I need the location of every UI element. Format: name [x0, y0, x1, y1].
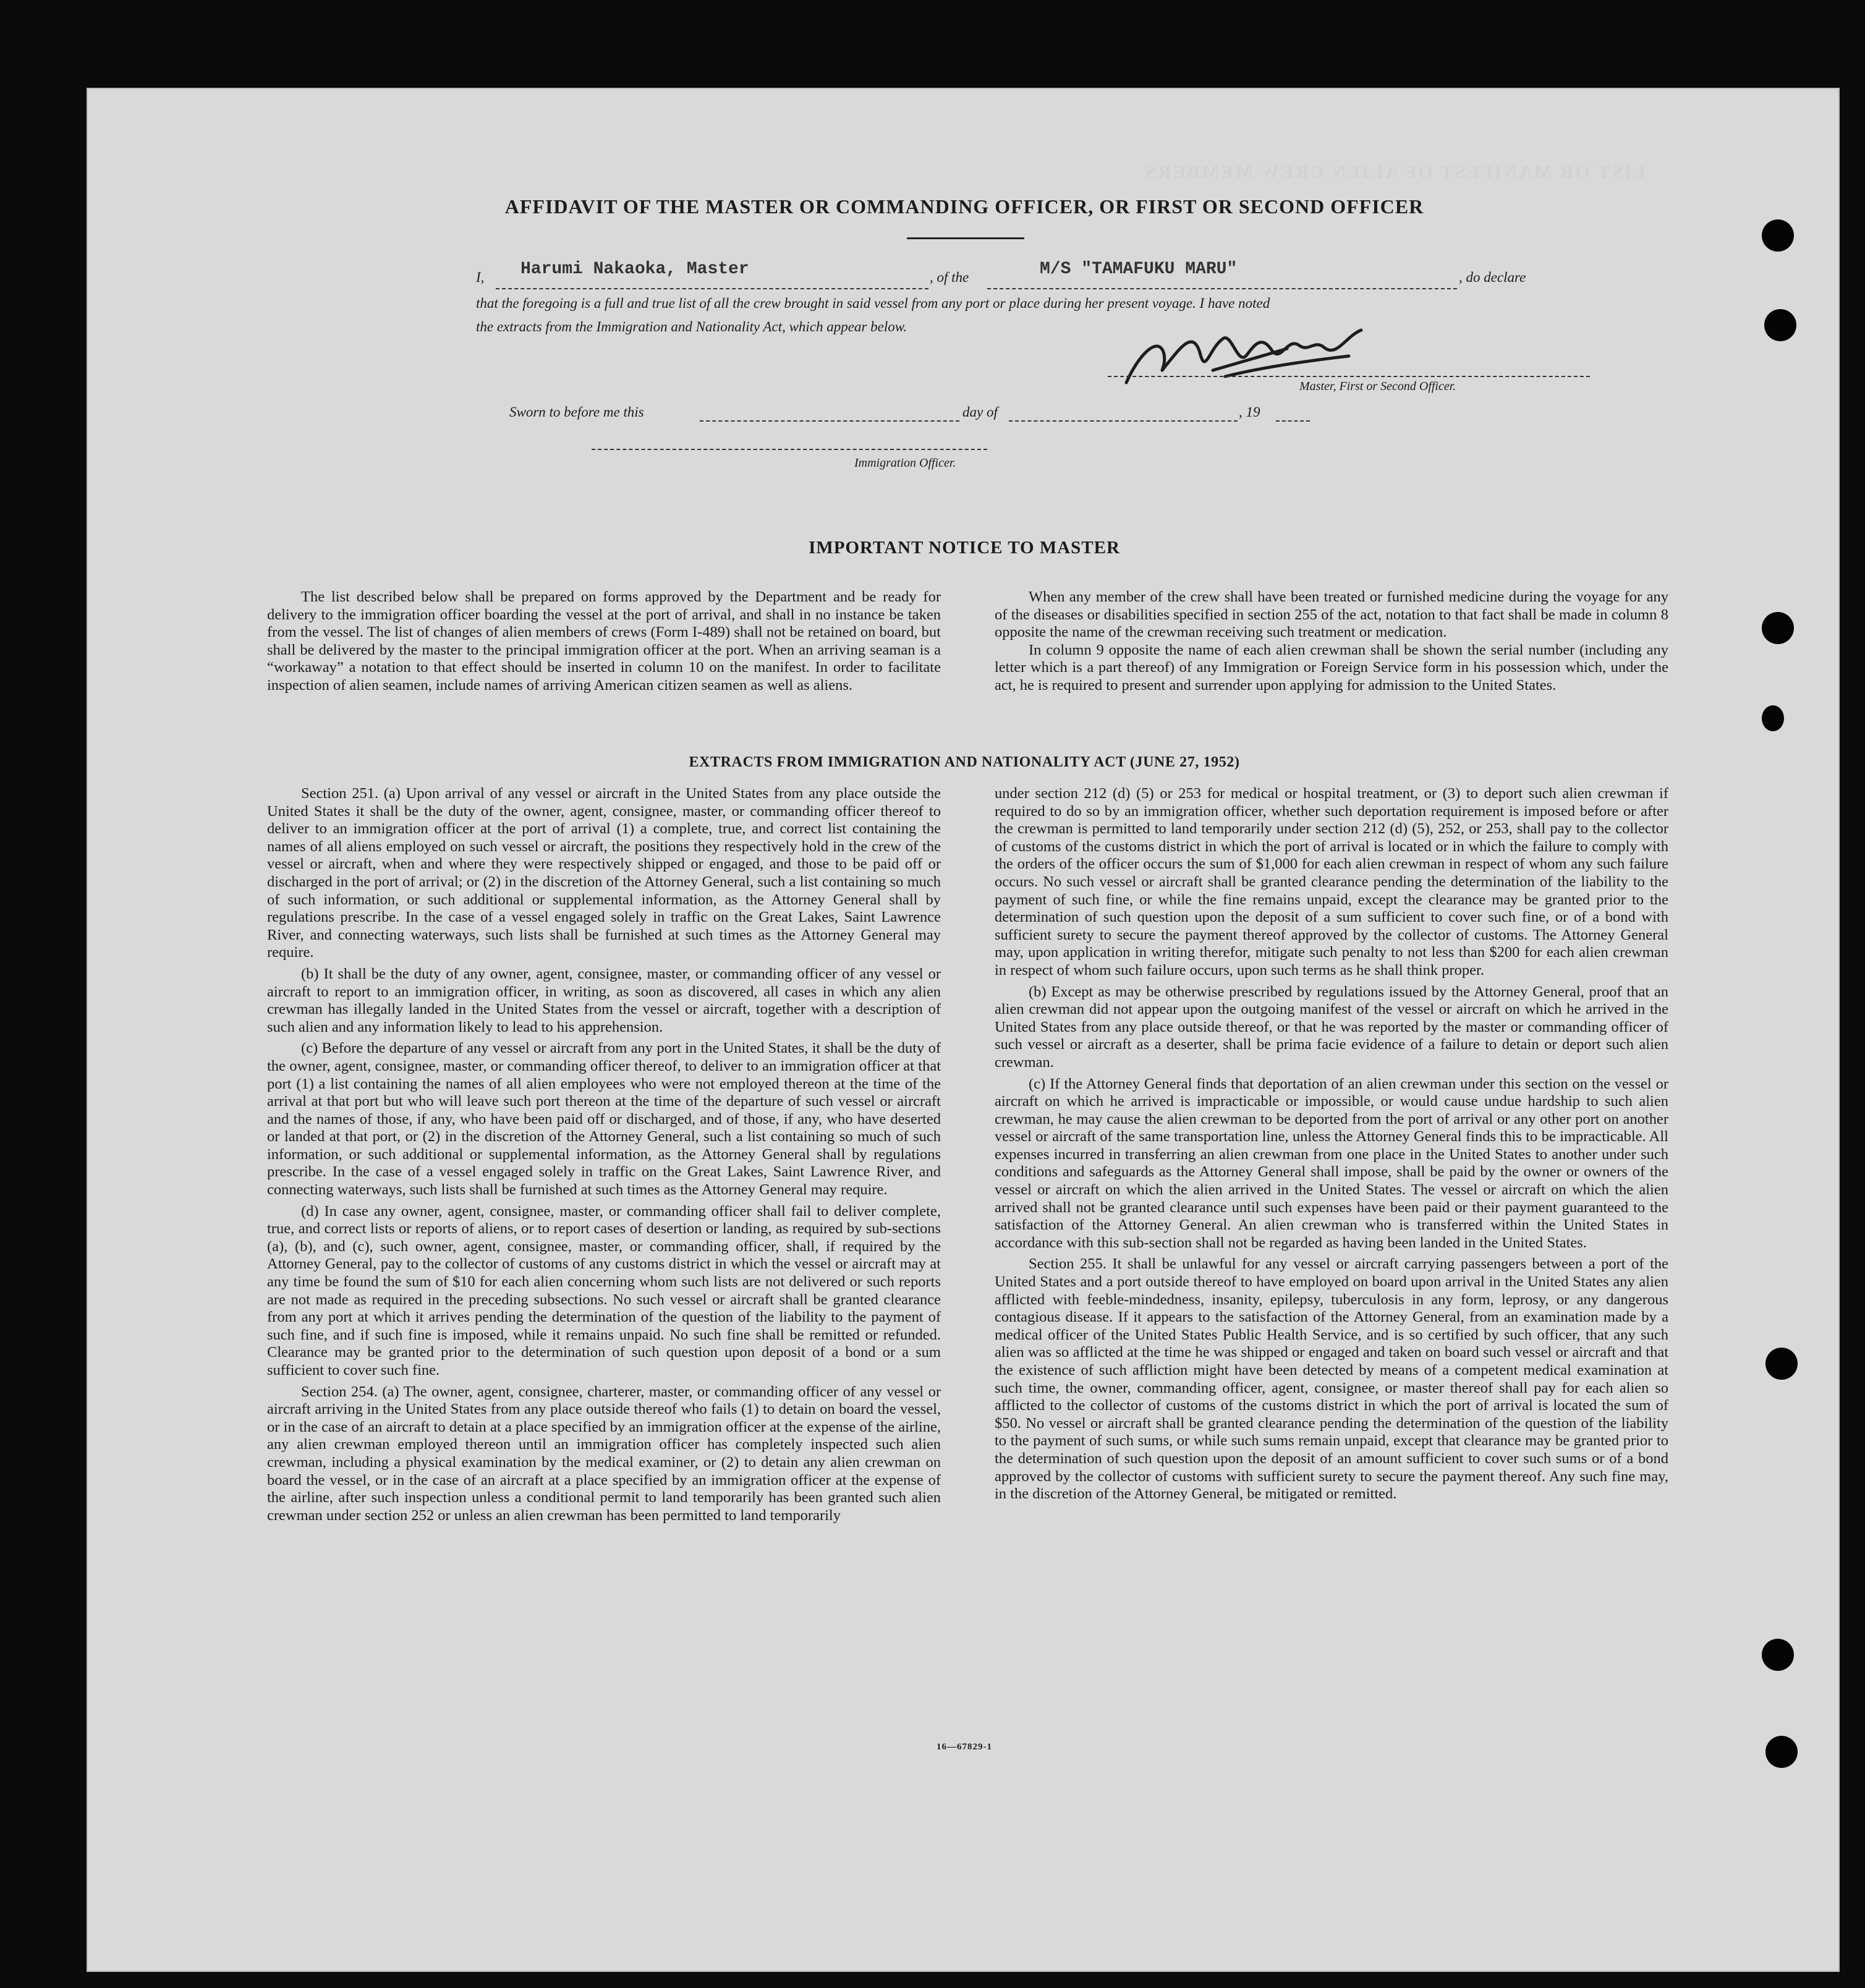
vessel-name: M/S "TAMAFUKU MARU" — [1040, 260, 1238, 279]
punch-hole — [1762, 612, 1794, 644]
extracts-left-column — [267, 785, 941, 1524]
pronoun-label: I, — [476, 270, 485, 285]
extracts-title: EXTRACTS FROM IMMIGRATION AND NATIONALITY ACT (JUNE 27, 1952) — [689, 754, 1240, 770]
extract-paragraph: (c) Before the departure of any vessel or aircraft from any port in the United States, it shall be the duty of the owner, agent, consignee, master, or commanding officer thereof, to deliver to an immigration officer at that port (1) a list containing the names of all alien employees who were not employed thereon at the time of the arrival at that port but who will leave such port thereon at the time of the departure of such vessel or aircraft and the names of those, if any, who have been paid off or discharged, and of those, if any, who have deserted or landed at that port, or (2) in the discretion of the Attorney General, such a list containing so much of such information, or such additional or supplemental information, as the Attorney General shall by regulations prescribe. In the case of a vessel engaged solely in traffic on the Great Lakes, Saint Lawrence River, and connecting waterways, such lists shall be furnished at such times as the Attorney General may require. — [267, 1040, 941, 1199]
notice-right-paragraph-1: When any member of the crew shall have been treated or furnished medicine during the voyage for any of the diseases or disabilities specified in section 255 of the act, notation to that fact shall be made in column 8 opposite the name of the crewman receiving such treatment or medication. — [995, 588, 1668, 641]
sworn-year-line — [1276, 413, 1310, 422]
officer-caption: Immigration Officer. — [854, 456, 956, 470]
notice-right-column — [995, 588, 1668, 695]
document-page — [87, 88, 1840, 1972]
sworn-day-line — [700, 413, 959, 422]
extract-paragraph: Section 254. (a) The owner, agent, consignee, charterer, master, or commanding officer of any vessel or aircraft arriving in the United States from any place outside thereof who fails (1) to detain on board the vessel, or in the case of an aircraft to detain at a place specified by an immigration officer at the expense of the airline, any alien crewman employed thereon until an immigration officer has completely inspected such alien crewman, including a physical examination by the medical examiner, or (2) to detain any alien crewman on board the vessel, or in the case of an aircraft at a place specified by an immigration officer at the expense of the airline, after such inspection unless a conditional permit to land temporarily has been granted such alien crewman under section 252 or unless an alien crewman has been permitted to land temporarily — [267, 1383, 941, 1524]
signature-caption: Master, First or Second Officer. — [1299, 380, 1456, 393]
statement-line-1: that the foregoing is a full and true list of all the crew brought in said vessel from any port or place during her present voyage. I have noted — [476, 295, 1270, 311]
extract-paragraph: (d) In case any owner, agent, consignee, master, or commanding officer shall fail to deliver complete, true, and correct lists or reports of aliens, or to report cases of desertion or landing, as required by sub-sections (a), (b), and (c), such owner, agent, consignee, master, or commanding officer, shall, if required by the Attorney General, pay to the collector of customs of any customs district in which the vessel or aircraft may at any time be found the sum of $10 for each alien concerning whom such lists are not delivered or such reports are not made as required in the preceding subsections. No such vessel or aircraft shall be granted clearance from any port at which it arrives pending the determination of the question of the liability to the payment of such fine, and if such fine is imposed, while it remains unpaid. No such fine shall be remitted or refunded. Clearance may be granted prior to the determination of such question upon deposit of a bond or a sum sufficient to cover such fine. — [267, 1202, 941, 1378]
notice-left-paragraph: The list described below shall be prepared on forms approved by the Department and be ready for delivery to the immigration officer boarding the vessel at the port of arrival, and shall in no instance be taken from the vessel. The list of changes of alien members of crews (Form I-489) shall not be retained on board, but shall be delivered by the master to the principal immigration officer at the port. When an arriving seaman is a “workaway” a notation to that effect should be inserted in column 10 on the manifest. In order to facilitate inspection of alien seamen, include names of arriving American citizen seamen as well as aliens. — [267, 588, 941, 694]
notice-left-column — [267, 588, 941, 695]
statement-line-2: the extracts from the Immigration and Nationality Act, which appear below. — [476, 319, 907, 334]
punch-hole — [1764, 309, 1796, 341]
bleed-through-text: LIST OR MANIFEST OF ALIEN CREW MEMBERS — [1144, 162, 1646, 182]
of-the-label: , of the — [930, 270, 969, 285]
extracts-right-column — [995, 785, 1668, 1503]
title-rule — [907, 237, 1024, 239]
extract-paragraph: Section 251. (a) Upon arrival of any vessel or aircraft in the United States from any place outside the United States it shall be the duty of the owner, agent, consignee, master, or commanding officer thereof to deliver to an immigration officer at the port of arrival (1) a complete, true, and correct list containing the names of all aliens employed on such vessel or aircraft, the positions they respectively hold in the crew of the vessel or aircraft, when and where they were respectively shipped or engaged, and those to be paid off or discharged in the port of arrival; or (2) in the discretion of the Attorney General, such a list containing so much of such information, or such additional or supplemental information, as the Attorney General shall by regulations prescribe. In the case of a vessel engaged solely in traffic on the Great Lakes, Saint Lawrence River, and connecting waterways, such lists shall be furnished at such times as the Attorney General may require. — [267, 785, 941, 961]
affidavit-title: AFFIDAVIT OF THE MASTER OR COMMANDING OFFICER, OR FIRST OR SECOND OFFICER — [504, 195, 1424, 218]
extract-paragraph: (b) It shall be the duty of any owner, agent, consignee, master, or commanding officer of any vessel or aircraft to report to an immigration officer, in writing, as soon as discovered, all cases in which any alien crewman has illegally landed in the United States from the vessel or aircraft, together with a description of such alien and any information likely to lead to his apprehension. — [267, 965, 941, 1035]
vessel-line — [987, 278, 1457, 289]
punch-hole — [1765, 1348, 1798, 1380]
extract-paragraph: (c) If the Attorney General finds that deportation of an alien crewman under this section on the vessel or aircraft on which he arrived is impracticable or impossible, or would cause undue hardship to such alien crewman, he may cause the alien crewman to be deported from the port of arrival or any other port on another vessel or aircraft of the same transportation line, unless the Attorney General finds this to be impracticable. All expenses incurred in transferring an alien crewman from one place in the United States to another under such conditions and safeguards as the Attorney General shall impose, shall be paid by the owner or owners of the vessel or aircraft on which the alien arrived in the United States. The vessel or aircraft on which the alien arrived shall not be granted clearance until such expenses have been paid or their payment guaranteed to the satisfaction of the Attorney General. An alien crewman who is transferred within the United States in accordance with this sub-section shall not be regarded as having been landed in the United States. — [995, 1075, 1668, 1251]
signature-line — [1108, 370, 1590, 377]
sworn-month-line — [1009, 413, 1238, 422]
year-label: , 19 — [1239, 404, 1260, 420]
officer-line — [592, 443, 987, 450]
extract-paragraph: Section 255. It shall be unlawful for any vessel or aircraft carrying passengers between a port of the United States and a port outside thereof to have employed on board upon arrival in the United States any alien afflicted with feeble-mindedness, insanity, epilepsy, tuberculosis in any form, leprosy, or any dangerous contagious disease. If it appears to the satisfaction of the Attorney General, from an examination made by a medical officer of the United States Public Health Service, and is so certified by such officer, that any such alien was so afflicted at the time he was shipped or engaged and taken on board such vessel or aircraft and that the existence of such affliction might have been detected by means of a competent medical examination at such time, the owner, commanding officer, agent, consignee, or master thereof shall pay for each alien so afflicted to the collector of customs of the customs district in which the port of arrival is located the sum of $50. No vessel or aircraft shall be granted clearance pending the determination of the question of the liability to the payment of such sums, or while such sums remain unpaid, except that clearance may be granted prior to the determination of such question upon the deposit of an amount sufficient to cover such sums or of a bond approved by the collector of customs with sufficient surety to secure the payment thereof. Any such fine may, in the discretion of the Attorney General, be mitigated or remitted. — [995, 1255, 1668, 1503]
punch-hole — [1762, 219, 1794, 252]
extract-paragraph: (b) Except as may be otherwise prescribed by regulations issued by the Attorney General, proof that an alien crewman did not appear upon the outgoing manifest of the vessel or aircraft on which he arrived in the United States from any place outside thereof, or that he was reported by the master or commanding officer of such vessel or aircraft as a deserter, shall be prima facie evidence of a failure to detain or deport such alien crewman. — [995, 983, 1668, 1071]
master-name: Harumi Nakaoka, Master — [520, 260, 749, 279]
punch-hole — [1762, 1639, 1794, 1671]
extract-paragraph: under section 212 (d) (5) or 253 for medical or hospital treatment, or (3) to deport such alien crewman if required to do so by an immigration officer, whether such deportation requirement is imposed before or after the crewman is permitted to land temporarily under section 212 (d) (5), 252, or 253, shall pay to the collector of customs of the customs district in which the port of arrival is located or in which the failure to comply with the orders of the officer occurs the sum of $1,000 for each alien crewman in respect of whom any such failure occurs. No such vessel or aircraft shall be granted clearance pending the determination of the liability to the payment of such fine, or while the fine remains unpaid, except the clearance may be granted prior to the determination of such question upon the deposit of a sum sufficient to cover such fine, or of a bond with sufficient surety to secure the payment thereof approved by the collector of customs. The Attorney General may, upon application in writing therefor, mitigate such penalty to not less than $200 for each alien crewman in respect of whom such failure occurs, upon such terms as he shall think proper. — [995, 785, 1668, 979]
punch-hole — [1765, 1736, 1798, 1768]
sworn-label: Sworn to before me this — [509, 404, 644, 420]
notice-right-paragraph-2: In column 9 opposite the name of each alien crewman shall be shown the serial number (including any letter which is a part thereof) of any Immigration or Foreign Service form in his possession which, under the act, he is required to present and surrender upon applying for admission to the United States. — [995, 641, 1668, 694]
day-of-label: day of — [962, 404, 998, 420]
notice-title: IMPORTANT NOTICE TO MASTER — [809, 538, 1120, 558]
name-line — [496, 278, 928, 289]
form-number: 16—67829-1 — [937, 1742, 992, 1752]
punch-hole — [1762, 705, 1784, 731]
do-declare-label: , do declare — [1459, 270, 1526, 285]
